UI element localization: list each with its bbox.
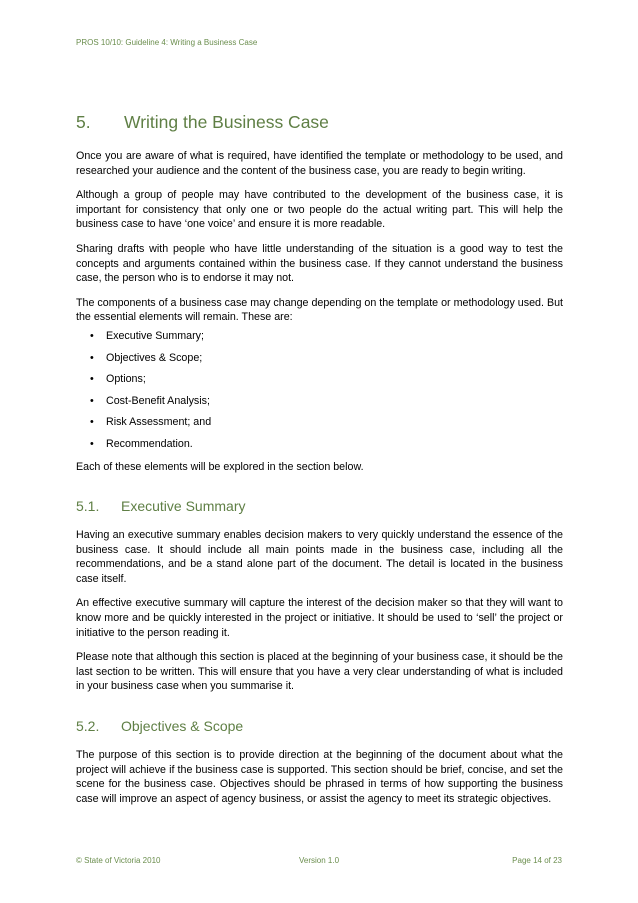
bullet-icon: • bbox=[90, 437, 94, 450]
section-5-1-heading bbox=[76, 498, 563, 514]
bullet-icon: • bbox=[90, 394, 94, 407]
list-item: • Options; bbox=[90, 373, 146, 386]
bullet-icon: • bbox=[90, 373, 94, 386]
section-title: Executive Summary bbox=[121, 498, 246, 515]
section-number: 5.1. bbox=[76, 498, 100, 515]
paragraph: Sharing drafts with people who have little understanding of the situation is a good way to test the concepts and arguments contained within the business case. If they cannot understand the business case, the person who is to endorse it may not. bbox=[76, 242, 563, 285]
footer-version: Version 1.0 bbox=[299, 856, 340, 865]
page-content bbox=[76, 112, 563, 816]
section-5-heading bbox=[76, 112, 563, 133]
paragraph: Each of these elements will be explored in the section below. bbox=[76, 460, 364, 473]
section-5-2-heading bbox=[76, 718, 563, 734]
list-item: • Objectives & Scope; bbox=[90, 351, 203, 364]
paragraph: Having an executive summary enables decision makers to very quickly understand the essence of the business case. It should include all main points made in the business case, including all the recommendations, and be a stand alone part of the document. The detail is located in the business case itself. bbox=[76, 529, 563, 585]
list-item: • Executive Summary; bbox=[90, 329, 204, 342]
section-number: 5. bbox=[76, 112, 91, 132]
section-number: 5.2. bbox=[76, 718, 100, 735]
list-item: • Recommendation. bbox=[90, 437, 193, 450]
running-header: PROS 10/10: Guideline 4: Writing a Business Case bbox=[76, 38, 258, 47]
footer-page-number: Page 14 of 23 bbox=[512, 856, 562, 865]
paragraph: The components of a business case may change depending on the template or methodology used. But the essential elements will remain. These are: bbox=[76, 296, 563, 324]
list-item: • Cost-Benefit Analysis; bbox=[90, 394, 210, 407]
paragraph: Please note that although this section is placed at the beginning of your business case, it should be the last section to be written. This will ensure that you have a very clear understanding of what is included in your business case when you summarise it. bbox=[76, 651, 563, 693]
section-title: Objectives & Scope bbox=[121, 718, 244, 735]
paragraph: Although a group of people may have contributed to the development of the business case, it is important for consistency that only one or two people do the actual writing part. This will help the business case to have ‘one voice’ and ensure it is more readable. bbox=[76, 189, 563, 231]
paragraph: An effective executive summary will capture the interest of the decision maker so that they will want to know more and be quickly interested in the project or initiative. It should be used to ‘sell’ the project or initiative to the person reading it. bbox=[76, 597, 563, 639]
paragraph: Once you are aware of what is required, have identified the template or methodology to be used, and researched your audience and the content of the business case, you are ready to begin writing. bbox=[76, 150, 563, 177]
bullet-icon: • bbox=[90, 329, 94, 342]
list-item: • Risk Assessment; and bbox=[90, 416, 212, 429]
bullet-icon: • bbox=[90, 351, 94, 364]
bullet-icon: • bbox=[90, 416, 94, 429]
elements-list bbox=[76, 329, 563, 452]
paragraph: The purpose of this section is to provide direction at the beginning of the document about what the project will achieve if the business case is supported. This section should be brief, concise, and set the scene for the business case. Objectives should be phrased in terms of how supporting the business case will improve an aspect of agency business, or assist the agency to meet its strategic objectives. bbox=[76, 749, 563, 805]
section-title: Writing the Business Case bbox=[124, 112, 329, 132]
footer-copyright: © State of Victoria 2010 bbox=[76, 856, 161, 865]
